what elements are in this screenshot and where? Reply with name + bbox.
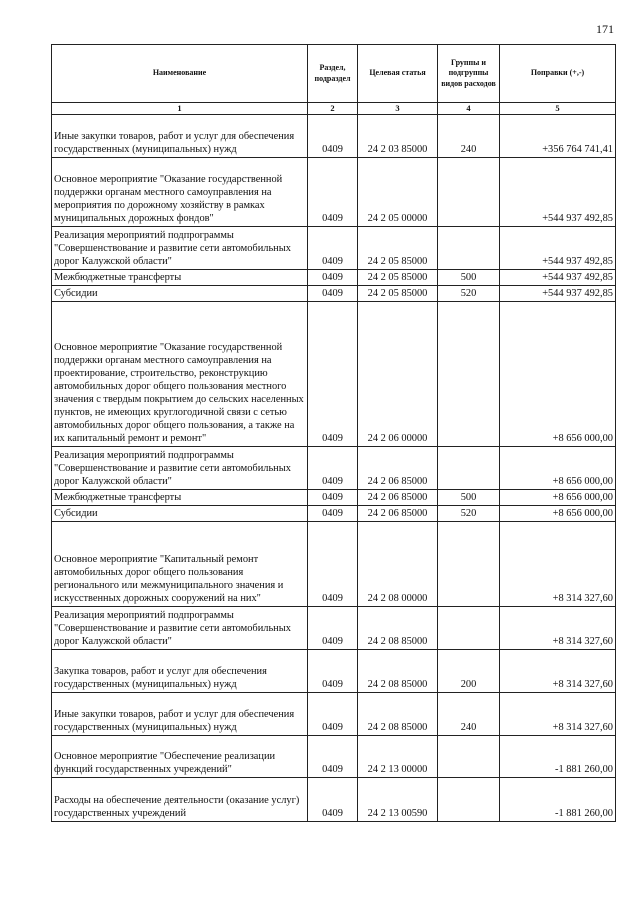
table-row xyxy=(52,777,616,821)
row-group: 240 xyxy=(438,114,500,157)
row-amount: +8 314 327,60 xyxy=(500,649,616,692)
row-group: 500 xyxy=(438,269,500,285)
row-amount: +544 937 492,85 xyxy=(500,226,616,269)
row-amount: +356 764 741,41 xyxy=(500,114,616,157)
header-name: Наименование xyxy=(52,45,308,103)
row-section: 0409 xyxy=(308,735,358,777)
row-amount: -1 881 260,00 xyxy=(500,735,616,777)
row-amount: +544 937 492,85 xyxy=(500,157,616,226)
row-section: 0409 xyxy=(308,521,358,606)
row-amount: +8 656 000,00 xyxy=(500,505,616,521)
row-group xyxy=(438,735,500,777)
table-row xyxy=(52,489,616,505)
row-name: Субсидии xyxy=(52,505,308,521)
header-target: Целевая статья xyxy=(358,45,438,103)
row-section: 0409 xyxy=(308,606,358,649)
row-name: Основное мероприятие "Оказание государственной поддержки органам местного самоуправления на мероприятия по дорожному хозяйству в рамках муниципальных дорожных фондов" xyxy=(52,157,308,226)
row-name: Межбюджетные трансферты xyxy=(52,269,308,285)
budget-amendments-table xyxy=(51,44,616,822)
table-row xyxy=(52,692,616,735)
row-group: 200 xyxy=(438,649,500,692)
table-row xyxy=(52,649,616,692)
row-amount: +544 937 492,85 xyxy=(500,285,616,301)
column-number: 5 xyxy=(500,103,616,115)
table-row xyxy=(52,269,616,285)
table-row xyxy=(52,226,616,269)
row-target: 24 2 05 85000 xyxy=(358,285,438,301)
row-name: Основное мероприятие "Оказание государственной поддержки органам местного самоуправления на проектирование, строительство, реконструкцию автомобильных дорог общего пользования местного значения с твердым покрытием до сельских населенных пунктов, не имеющих круглогодичной связи с сетью автомобильных дорог общего пользования, а также на их капитальный ремонт и ремонт" xyxy=(52,301,308,446)
row-section: 0409 xyxy=(308,505,358,521)
row-amount: +544 937 492,85 xyxy=(500,269,616,285)
row-section: 0409 xyxy=(308,285,358,301)
row-amount: +8 656 000,00 xyxy=(500,301,616,446)
column-number: 4 xyxy=(438,103,500,115)
row-name: Реализация мероприятий подпрограммы "Совершенствование и развитие сети автомобильных дорог Калужской области" xyxy=(52,446,308,489)
header-amendment: Поправки (+,-) xyxy=(500,45,616,103)
row-target: 24 2 13 00590 xyxy=(358,777,438,821)
column-number: 2 xyxy=(308,103,358,115)
table-row xyxy=(52,114,616,157)
header-section: Раздел, подраздел xyxy=(308,45,358,103)
table-row xyxy=(52,285,616,301)
row-group: 520 xyxy=(438,505,500,521)
row-group xyxy=(438,226,500,269)
row-target: 24 2 06 85000 xyxy=(358,489,438,505)
row-name: Реализация мероприятий подпрограммы "Совершенствование и развитие сети автомобильных дорог Калужской области" xyxy=(52,226,308,269)
row-section: 0409 xyxy=(308,649,358,692)
row-group xyxy=(438,606,500,649)
row-section: 0409 xyxy=(308,226,358,269)
column-number: 3 xyxy=(358,103,438,115)
row-group xyxy=(438,301,500,446)
row-target: 24 2 05 85000 xyxy=(358,269,438,285)
table-row xyxy=(52,446,616,489)
page-number: 171 xyxy=(596,22,614,36)
table-header-row xyxy=(52,45,616,103)
row-amount: +8 314 327,60 xyxy=(500,521,616,606)
column-number: 1 xyxy=(52,103,308,115)
table-row xyxy=(52,301,616,446)
row-target: 24 2 06 85000 xyxy=(358,505,438,521)
row-section: 0409 xyxy=(308,114,358,157)
row-target: 24 2 03 85000 xyxy=(358,114,438,157)
row-amount: +8 314 327,60 xyxy=(500,606,616,649)
row-section: 0409 xyxy=(308,446,358,489)
row-group xyxy=(438,521,500,606)
row-target: 24 2 08 85000 xyxy=(358,692,438,735)
row-group xyxy=(438,446,500,489)
row-target: 24 2 06 00000 xyxy=(358,301,438,446)
row-group xyxy=(438,777,500,821)
row-name: Основное мероприятие "Капитальный ремонт автомобильных дорог общего пользования регионального или межмуниципального значения и искусственных дорожных сооружений на них" xyxy=(52,521,308,606)
row-target: 24 2 06 85000 xyxy=(358,446,438,489)
row-name: Субсидии xyxy=(52,285,308,301)
row-group: 500 xyxy=(438,489,500,505)
row-target: 24 2 13 00000 xyxy=(358,735,438,777)
row-amount: -1 881 260,00 xyxy=(500,777,616,821)
row-amount: +8 656 000,00 xyxy=(500,446,616,489)
table-row xyxy=(52,505,616,521)
header-group: Группы и подгруппы видов расходов xyxy=(438,45,500,103)
row-section: 0409 xyxy=(308,269,358,285)
row-group: 240 xyxy=(438,692,500,735)
row-amount: +8 314 327,60 xyxy=(500,692,616,735)
row-target: 24 2 08 85000 xyxy=(358,606,438,649)
row-name: Реализация мероприятий подпрограммы "Совершенствование и развитие сети автомобильных дорог Калужской области" xyxy=(52,606,308,649)
row-group: 520 xyxy=(438,285,500,301)
table-row xyxy=(52,735,616,777)
table-row xyxy=(52,521,616,606)
row-name: Закупка товаров, работ и услуг для обеспечения государственных (муниципальных) нужд xyxy=(52,649,308,692)
row-target: 24 2 05 00000 xyxy=(358,157,438,226)
table-row xyxy=(52,157,616,226)
row-target: 24 2 08 00000 xyxy=(358,521,438,606)
row-name: Основное мероприятие "Обеспечение реализации функций государственных учреждений" xyxy=(52,735,308,777)
row-section: 0409 xyxy=(308,692,358,735)
row-name: Иные закупки товаров, работ и услуг для обеспечения государственных (муниципальных) нужд xyxy=(52,692,308,735)
row-section: 0409 xyxy=(308,777,358,821)
row-section: 0409 xyxy=(308,157,358,226)
row-target: 24 2 08 85000 xyxy=(358,649,438,692)
row-amount: +8 656 000,00 xyxy=(500,489,616,505)
row-name: Расходы на обеспечение деятельности (оказание услуг) государственных учреждений xyxy=(52,777,308,821)
row-name: Межбюджетные трансферты xyxy=(52,489,308,505)
row-group xyxy=(438,157,500,226)
table-row xyxy=(52,606,616,649)
column-number-row xyxy=(52,103,616,115)
row-target: 24 2 05 85000 xyxy=(358,226,438,269)
row-name: Иные закупки товаров, работ и услуг для обеспечения государственных (муниципальных) нужд xyxy=(52,114,308,157)
row-section: 0409 xyxy=(308,489,358,505)
row-section: 0409 xyxy=(308,301,358,446)
